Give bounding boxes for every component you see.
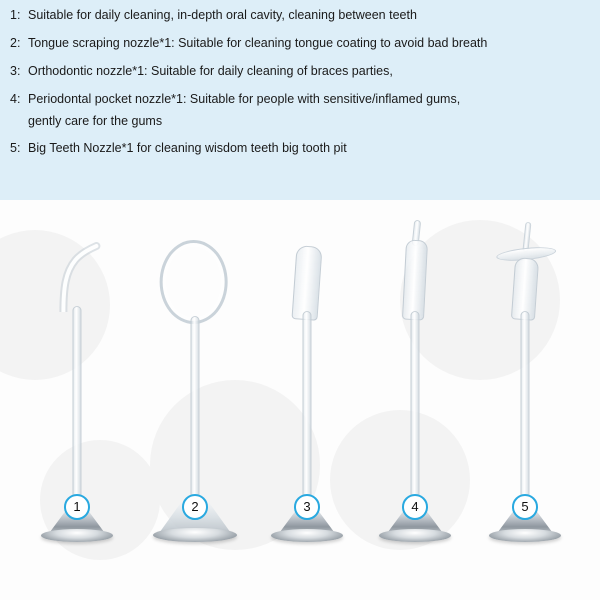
description-text-continued: gently care for the gums xyxy=(28,114,163,128)
orthodontic-nozzle xyxy=(252,212,362,542)
description-line-4 xyxy=(10,92,590,129)
description-text-first: Periodontal pocket nozzle*1: Suitable for people with sensitive/inflamed gums, xyxy=(28,92,461,106)
nozzle-badge-5: 5 xyxy=(512,494,538,520)
description-number: 5: xyxy=(10,141,21,155)
base-disc xyxy=(153,528,237,542)
description-number: 3: xyxy=(10,64,21,78)
curved-tip-icon xyxy=(49,242,109,312)
base-disc xyxy=(41,529,113,542)
description-number: 1: xyxy=(10,8,21,22)
base-disc xyxy=(379,529,451,542)
nozzle-stem xyxy=(191,316,200,516)
periodontal-head xyxy=(402,239,428,320)
description-line-2 xyxy=(10,36,590,51)
description-text: Tongue scraping nozzle*1: Suitable for cleaning tongue coating to avoid bad breath xyxy=(28,36,488,50)
nozzle-stem xyxy=(73,306,82,516)
description-text: Suitable for daily cleaning, in-depth oral cavity, cleaning between teeth xyxy=(28,8,417,22)
description-text xyxy=(28,92,590,129)
description-number: 2: xyxy=(10,36,21,50)
description-number: 4: xyxy=(10,92,21,106)
product-photo xyxy=(0,200,600,600)
description-line-5 xyxy=(10,141,590,156)
nozzle-stem xyxy=(411,311,420,516)
description-line-1 xyxy=(10,8,590,23)
nozzle-stem xyxy=(521,311,530,516)
nozzle-badge-3: 3 xyxy=(294,494,320,520)
description-text: Big Teeth Nozzle*1 for cleaning wisdom teeth big tooth pit xyxy=(28,141,347,155)
nozzle-badge-4: 4 xyxy=(402,494,428,520)
nozzle-badge-2: 2 xyxy=(182,494,208,520)
base-disc xyxy=(271,529,343,542)
nozzle-stem xyxy=(303,311,312,516)
nozzle-badge-1: 1 xyxy=(64,494,90,520)
oval-scraper-head xyxy=(160,240,228,324)
orthodontic-head xyxy=(291,245,322,321)
description-line-3 xyxy=(10,64,590,79)
base-disc xyxy=(489,529,561,542)
description-panel xyxy=(0,0,600,200)
big-teeth-nozzle xyxy=(470,212,580,542)
jet-tip-nozzle xyxy=(22,212,132,542)
description-text: Orthodontic nozzle*1: Suitable for daily cleaning of braces parties, xyxy=(28,64,393,78)
periodontal-pocket-nozzle xyxy=(360,212,470,542)
tongue-scraping-nozzle xyxy=(140,212,250,542)
